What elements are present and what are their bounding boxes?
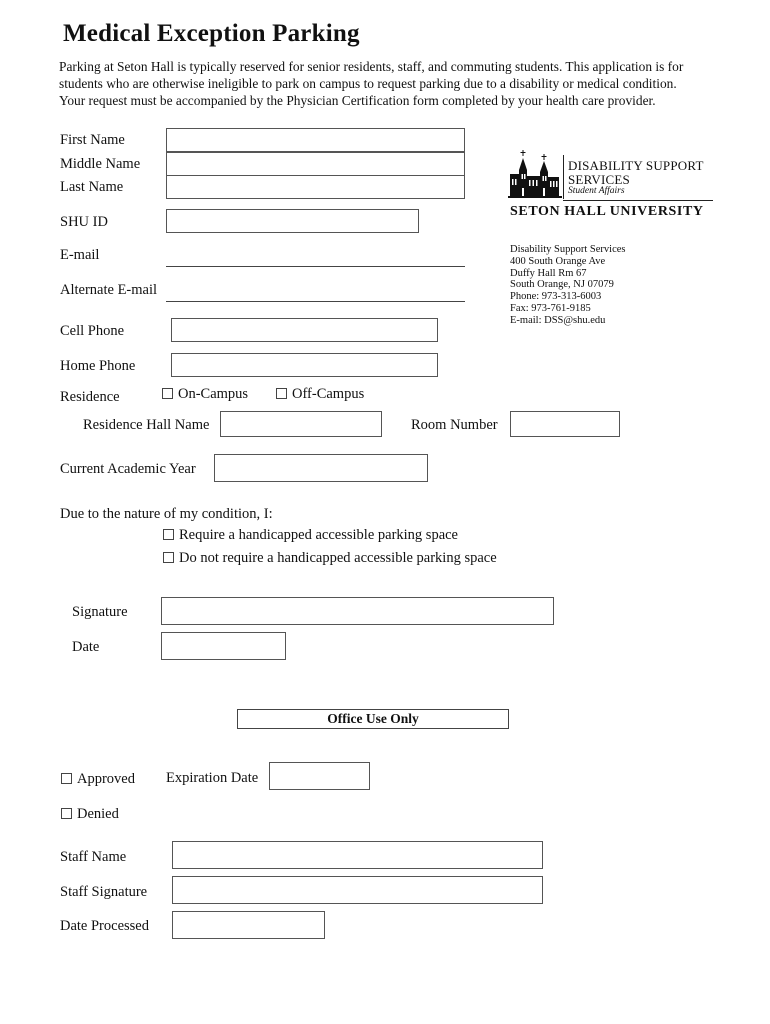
staff-name-label: Staff Name [60, 849, 127, 865]
academic-year-label: Current Academic Year [60, 461, 196, 477]
require-space-checkbox[interactable] [163, 529, 174, 540]
approved-option[interactable] [61, 771, 135, 788]
off-campus-option[interactable] [276, 386, 364, 403]
shu-id-label: SHU ID [60, 214, 108, 230]
signature-field[interactable] [161, 597, 554, 625]
on-campus-label: On-Campus [178, 386, 249, 402]
staff-signature-field[interactable] [172, 876, 543, 904]
cell-phone-field[interactable] [171, 318, 438, 342]
contact-line: E-mail: DSS@shu.edu [510, 314, 606, 326]
logo-title-line2: SERVICES [568, 172, 630, 187]
date-label: Date [72, 639, 100, 655]
intro-line: students who are otherwise ineligible to park on campus to request parking due to a disability or medical condition. [59, 76, 677, 91]
signature-label: Signature [72, 604, 128, 620]
staff-signature-label: Staff Signature [60, 884, 148, 900]
contact-block [510, 244, 626, 327]
contact-line: Disability Support Services [510, 244, 626, 255]
not-require-space-label: Do not require a handicapped accessible parking space [179, 550, 497, 566]
not-require-space-checkbox[interactable] [163, 552, 174, 563]
intro-line: Your request must be accompanied by the Physician Certification form completed by your health care provider. [59, 93, 656, 108]
cell-phone-label: Cell Phone [60, 323, 125, 339]
require-space-option[interactable] [163, 527, 458, 544]
home-phone-field[interactable] [171, 353, 438, 377]
expiration-date-label: Expiration Date [166, 770, 259, 786]
require-space-label: Require a handicapped accessible parking space [179, 527, 458, 543]
middle-name-field[interactable] [166, 152, 465, 176]
alt-email-label: Alternate E-mail [60, 282, 158, 298]
middle-name-label: Middle Name [60, 156, 141, 172]
approved-checkbox[interactable] [61, 773, 72, 784]
on-campus-option[interactable] [162, 386, 248, 403]
intro-line: Parking at Seton Hall is typically reserved for senior residents, staff, and commuting students. This application is for [59, 59, 684, 74]
off-campus-label: Off-Campus [292, 386, 365, 402]
denied-checkbox[interactable] [61, 808, 72, 819]
last-name-field[interactable] [166, 175, 465, 199]
contact-line: 400 South Orange Ave [510, 255, 606, 267]
academic-year-field[interactable] [214, 454, 428, 482]
intro-paragraph [59, 58, 719, 109]
logo-title-line1: DISABILITY SUPPORT [568, 158, 704, 173]
logo-rule [563, 200, 713, 201]
residence-label: Residence [60, 389, 120, 405]
contact-line: Phone: 973-313-6003 [510, 291, 602, 303]
on-campus-checkbox[interactable] [162, 388, 173, 399]
denied-option[interactable] [61, 806, 119, 823]
office-use-heading: Office Use Only [237, 709, 509, 729]
logo-divider [563, 155, 564, 199]
university-building-logo [508, 150, 562, 198]
first-name-label: First Name [60, 132, 125, 148]
home-phone-label: Home Phone [60, 358, 136, 374]
alt-email-field[interactable] [166, 301, 465, 302]
expiration-date-field[interactable] [269, 762, 370, 790]
date-processed-field[interactable] [172, 911, 325, 939]
contact-line: South Orange, NJ 07079 [510, 279, 614, 291]
date-field[interactable] [161, 632, 286, 660]
approved-label: Approved [77, 771, 135, 787]
last-name-label: Last Name [60, 179, 124, 195]
shu-id-field[interactable] [166, 209, 419, 233]
contact-line: Fax: 973-761-9185 [510, 302, 591, 314]
logo-subtitle: Student Affairs [568, 186, 625, 196]
email-label: E-mail [60, 247, 100, 263]
staff-name-field[interactable] [172, 841, 543, 869]
room-number-label: Room Number [411, 417, 498, 433]
residence-hall-label: Residence Hall Name [83, 417, 210, 433]
first-name-field[interactable] [166, 128, 465, 152]
not-require-space-option[interactable] [163, 550, 497, 567]
contact-line: Duffy Hall Rm 67 [510, 267, 587, 279]
university-name: SETON HALL UNIVERSITY [510, 204, 704, 219]
page-title: Medical Exception Parking [63, 20, 360, 47]
date-processed-label: Date Processed [60, 918, 149, 934]
condition-intro: Due to the nature of my condition, I: [60, 506, 273, 522]
email-field[interactable] [166, 266, 465, 267]
off-campus-checkbox[interactable] [276, 388, 287, 399]
room-number-field[interactable] [510, 411, 620, 437]
residence-hall-field[interactable] [220, 411, 382, 437]
denied-label: Denied [77, 806, 119, 822]
